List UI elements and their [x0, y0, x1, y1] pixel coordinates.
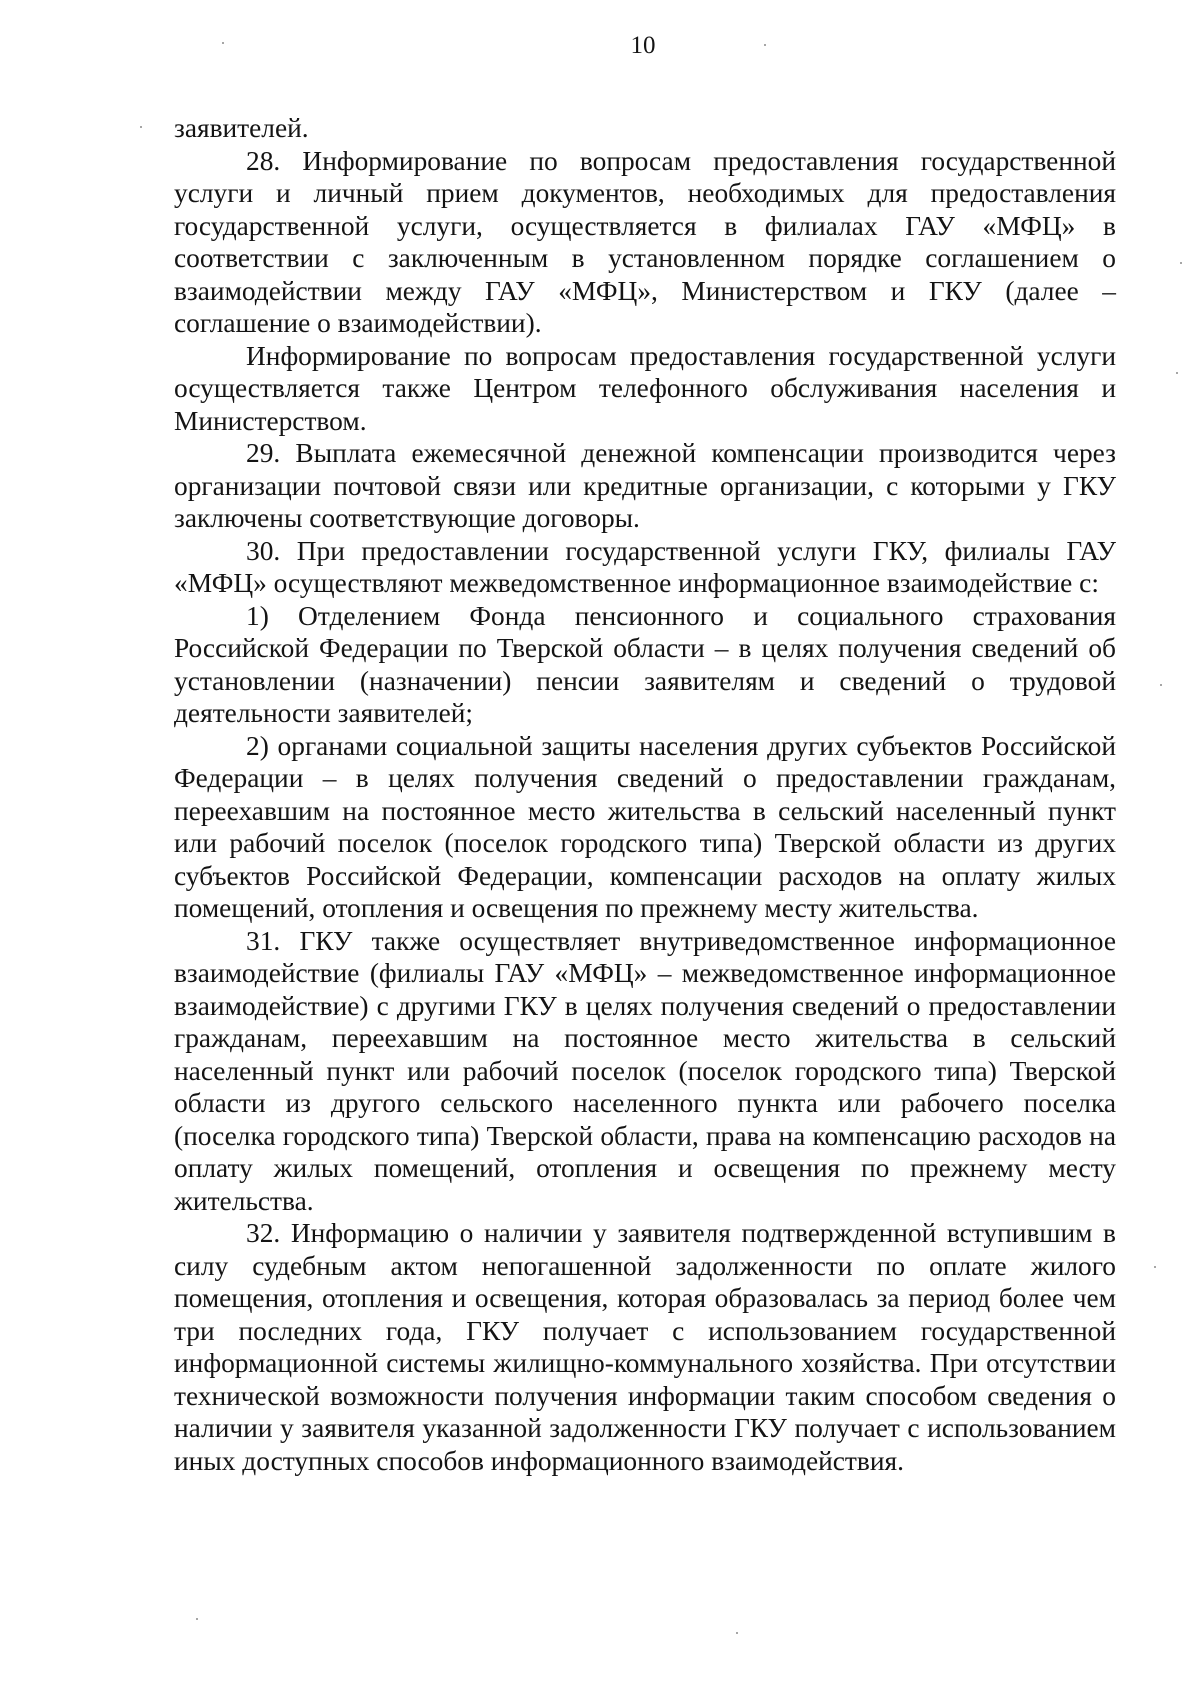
- paragraph-30-item-1: 1) Отделением Фонда пенсионного и социального страхования Российской Федерации по Тверской области – в целях получения сведений об установлении (назначении) пенсии заявителям и сведений о трудовой деятельности заявителей;: [174, 600, 1116, 728]
- scan-speck: [764, 44, 766, 46]
- scan-speck: [1176, 372, 1178, 374]
- paragraph-30: 30. При предоставлении государственной услуги ГКУ, филиалы ГАУ «МФЦ» осуществляют межведомственное информационное взаимодействие с:: [174, 535, 1116, 598]
- scan-speck: [222, 42, 224, 44]
- scan-speck: [196, 1618, 198, 1620]
- paragraph-30-item-2: 2) органами социальной защиты населения других субъектов Российской Федерации – в целях получения сведений о предоставлении гражданам, переехавшим на постоянное место жительства в сельский населенный пункт или рабочий поселок (поселок городского типа) Тверской области из других субъектов Российской Федерации, компенсации расходов на оплату жилых помещений, отопления и освещения по прежнему месту жительства.: [174, 730, 1116, 923]
- paragraph-32: 32. Информацию о наличии у заявителя подтвержденной вступившим в силу судебным актом непогашенной задолженности по оплате жилого помещения, отопления и освещения, которая образовалась за период более чем три последних года, ГКУ получает с использованием государственной информационной системы жилищно-коммунального хозяйства. При отсутствии технической возможности получения информации таким способом сведения о наличии у заявителя указанной задолженности ГКУ получает с использованием иных доступных способов информационного взаимодействия.: [174, 1218, 1116, 1476]
- scan-speck: [1160, 684, 1162, 686]
- paragraph-28-informing: Информирование по вопросам предоставления государственной услуги осуществляется также Центром телефонного обслуживания населения и Министерством.: [174, 340, 1116, 436]
- scan-speck: [1154, 1266, 1156, 1268]
- paragraph-29: 29. Выплата ежемесячной денежной компенсации производится через организации почтовой связи или кредитные организации, с которыми у ГКУ заключены соответствующие договоры.: [174, 438, 1116, 533]
- scan-speck: [140, 126, 142, 128]
- scan-speck: [1180, 262, 1182, 264]
- scan-speck: [736, 1632, 738, 1634]
- document-body: [174, 112, 1116, 1477]
- paragraph-28: 28. Информирование по вопросам предоставления государственной услуги и личный прием документов, необходимых для предоставления государственной услуги, осуществляется в филиалах ГАУ «МФЦ» в соответствии с заключенным в установленном порядке соглашением о взаимодействии между ГАУ «МФЦ», Министерством и ГКУ (далее – соглашение о взаимодействии).: [174, 145, 1116, 338]
- page-number: 10: [630, 32, 656, 59]
- paragraph-continuation: заявителей.: [174, 113, 309, 143]
- paragraph-31: 31. ГКУ также осуществляет внутриведомственное информационное взаимодействие (филиалы ГАУ «МФЦ» – межведомственное информационное взаимодействие) с другими ГКУ в целях получения сведений о предоставлении гражданам, переехавшим на постоянное место жительства в сельский населенный пункт или рабочий поселок (поселок городского типа) Тверской области из другого сельского населенного пункта или рабочего поселка (поселка городского типа) Тверской области, права на компенсацию расходов на оплату жилых помещений, отопления и освещения по прежнему месту жительства.: [174, 925, 1116, 1216]
